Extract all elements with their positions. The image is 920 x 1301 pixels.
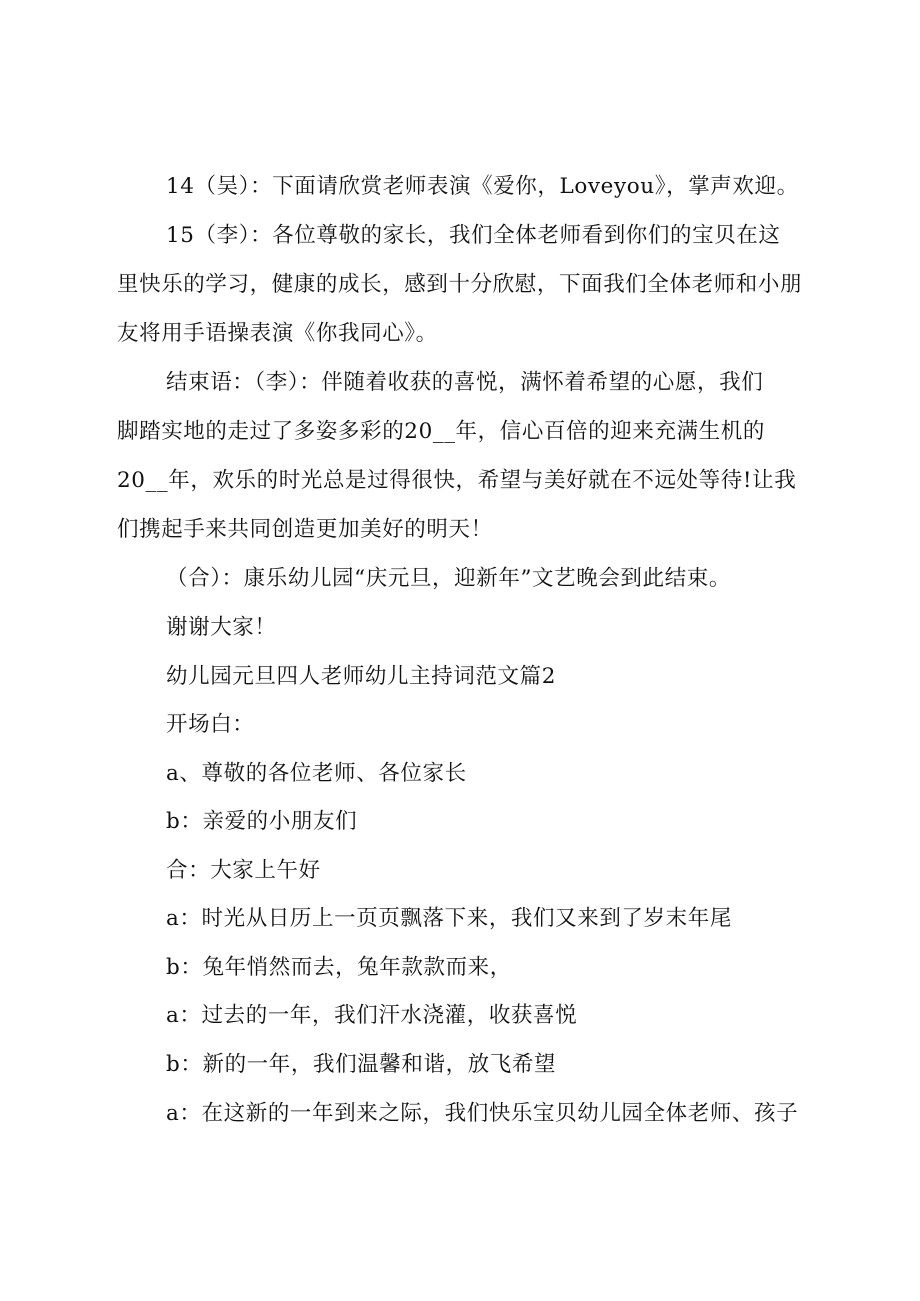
text-line: a：过去的一年，我们汗水浇灌，收获喜悦: [166, 1003, 578, 1028]
text-line: b：兔年悄然而去，兔年款款而来，: [166, 955, 512, 980]
text-line: b：亲爱的小朋友们: [166, 809, 358, 834]
text-line: 开场白：: [166, 712, 255, 737]
text-line: 脚踏实地的走过了多姿多彩的20__年，信心百倍的迎来充满生机的: [117, 419, 765, 444]
text-line: 14（吴）：下面请欣赏老师表演《爱你，Loveyou》，掌声欢迎。: [166, 174, 799, 199]
text-line: 谢谢大家！: [166, 615, 277, 640]
text-line: 们携起手来共同创造更加美好的明天！: [117, 517, 493, 542]
text-line: a：时光从日历上一页页飘落下来，我们又来到了岁末年尾: [166, 906, 732, 931]
text-line: b：新的一年，我们温馨和谐，放飞希望: [166, 1052, 557, 1077]
section-heading: 幼儿园元旦四人老师幼儿主持词范文篇2: [166, 664, 556, 689]
text-line: 15（李）：各位尊敬的家长，我们全体老师看到你们的宝贝在这: [166, 223, 781, 248]
text-line: 合：大家上午好: [166, 858, 321, 883]
text-line: 20__年，欢乐的时光总是过得很快，希望与美好就在不远处等待!让我: [117, 468, 797, 493]
text-line: 友将用手语操表演《你我同心》。: [117, 321, 438, 346]
text-line: 结束语：（李）：伴随着收获的喜悦，满怀着希望的心愿，我们: [166, 370, 764, 395]
text-line: a、尊敬的各位老师、各位家长: [166, 761, 467, 786]
text-line: 里快乐的学习，健康的成长，感到十分欣慰，下面我们全体老师和小朋: [117, 272, 803, 297]
text-line: a：在这新的一年到来之际，我们快乐宝贝幼儿园全体老师、孩子: [166, 1101, 799, 1126]
text-line: （合）：康乐幼儿园“庆元旦，迎新年”文艺晚会到此结束。: [166, 566, 731, 591]
